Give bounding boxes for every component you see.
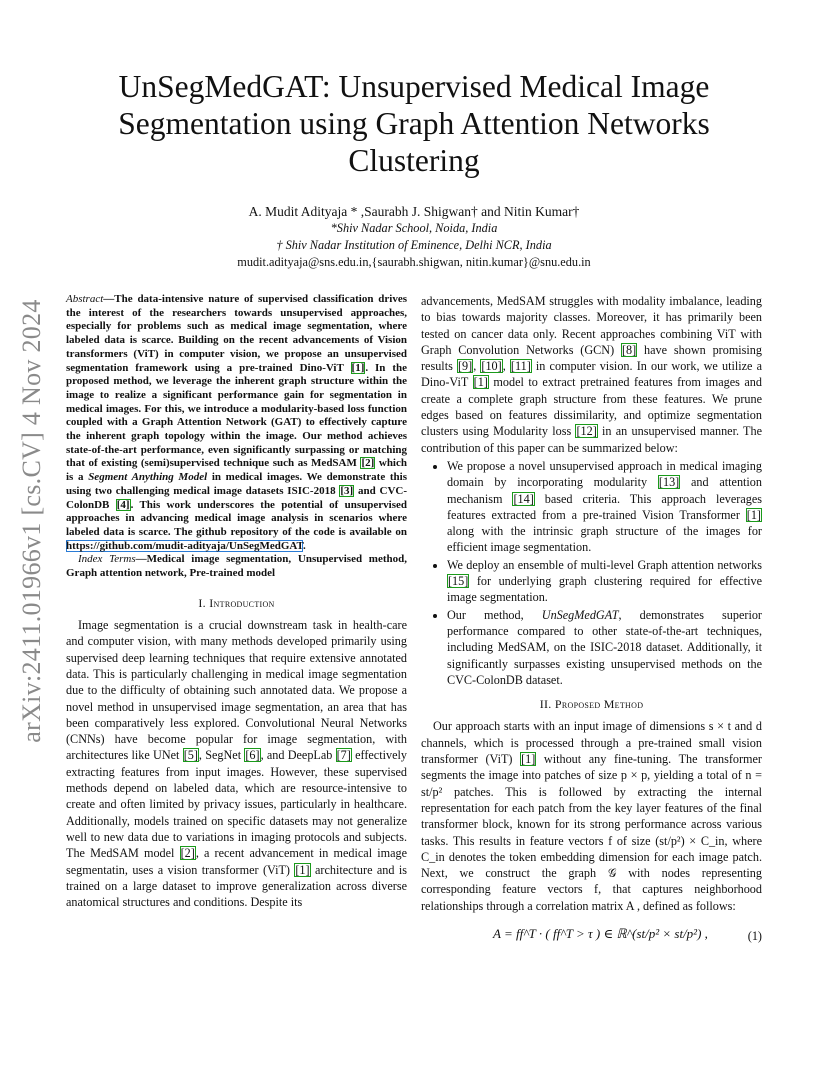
abstract-text: —The data-intensive nature of supervised classification drives the interest of the researchers towards unsupervised approaches, especially for problems such as medical image segmentation, where labeled data is scarce. Building on the recent advancements of Vision transformers (ViT) in computer vision, we propose an unsupervised segmentation framework using a pre-trained Dino-ViT — [66, 293, 407, 374]
body-text: Our method, — [447, 607, 542, 622]
citation-link[interactable]: [9] — [457, 359, 473, 374]
list-item — [447, 557, 762, 606]
list-item — [447, 458, 762, 556]
method-paragraph — [421, 718, 762, 914]
abstract-text: and CVC-ColonDB — [66, 484, 407, 511]
body-text: We deploy an ensemble of multi-level Graph attention networks — [447, 557, 762, 572]
citation-link[interactable]: [1] — [521, 752, 536, 767]
citation-link[interactable]: [11] — [510, 359, 531, 374]
author-block — [60, 203, 768, 271]
body-text: have shown promising results — [421, 342, 762, 374]
arxiv-stamp — [14, 286, 50, 756]
index-terms-lead: Index Terms — [78, 553, 136, 566]
citation-link[interactable]: [4] — [116, 498, 130, 511]
citation-link[interactable]: [10] — [481, 359, 502, 374]
list-item — [447, 607, 762, 688]
method-name: UnSegMedGAT — [541, 607, 619, 622]
github-link[interactable]: https://github.com/mudit-adityaja/UnSegMedGAT — [66, 539, 304, 552]
body-text: in computer vision. In our work, we utilize a Dino-ViT — [421, 359, 763, 390]
citation-link[interactable]: [15] — [448, 574, 469, 589]
abstract-text: in medical images. We demonstrate this using two challenging medical image datasets ISIC-2018 — [66, 471, 408, 497]
body-text: , a recent advancement in medical image segmentatin, uses a vision transformer (ViT) — [66, 846, 407, 877]
section-heading-introduction: I. Introduction — [198, 595, 275, 610]
body-text: advancements, MedSAM struggles with modality imbalance, leading to bias towards majority classes. Moreover, it has primarily been tested on cancer data only. Recent approaches combining ViT with Graph Convolution Networks (GCN) — [421, 294, 762, 357]
abstract-text: . This work underscores the potential of unsupervised approaches in advancing medical image analysis in scenarios where labeled data is scarce. The github repository of the code is available on — [66, 498, 407, 538]
body-text: in an unsupervised manner. The contribution of this paper can be summarized below: — [421, 424, 762, 455]
citation-link[interactable]: [5] — [183, 748, 198, 763]
citation-link[interactable]: [2] — [180, 846, 195, 861]
abstract-text: which is a — [66, 457, 407, 484]
citation-link[interactable]: [8] — [622, 342, 637, 357]
body-text: Our approach starts with an input image of dimensions s × t and d channels, which is processed through a pre-trained small vision transformer (ViT) — [421, 719, 762, 767]
contribution-list — [421, 458, 762, 688]
citation-link[interactable]: [6] — [245, 748, 260, 763]
citation-link[interactable]: [13] — [658, 475, 680, 490]
equation-body: A = ff^T · ( ff^T > τ ) ∈ ℝ^(st/p² × st/p²) , — [493, 925, 708, 941]
body-text: architecture and is trained on a large dataset to improve generalization across diverse anatomical structures and conditions. Despite its — [66, 862, 407, 910]
author-names: A. Mudit Adityaja * ,Saurabh J. Shigwan† and Nitin Kumar† — [248, 204, 580, 219]
body-text: , — [473, 359, 481, 374]
body-text: model to extract pretrained features from images and create a complete graph structure from these features. We prune edges based on features dissimilarity, and optimize segmentation clusters using Modularity loss — [421, 375, 762, 439]
equation-1 — [421, 918, 762, 954]
affiliation-2: † Shiv Nadar Institution of Eminence, Delhi NCR, India — [276, 238, 552, 252]
citation-link[interactable]: [7] — [336, 748, 351, 763]
citation-link[interactable]: [1] — [473, 375, 488, 390]
body-text: along with the intrinsic graph structure of the images for efficient image segmentation. — [447, 524, 762, 555]
abstract-lead: Abstract — [66, 293, 104, 305]
paper-title: UnSegMedGAT: Unsupervised Medical Image Segmentation using Graph Attention Networks Clustering — [118, 69, 710, 178]
citation-link[interactable]: [3] — [340, 484, 354, 497]
citation-link[interactable]: [1] — [746, 507, 761, 522]
citation-link[interactable]: [14] — [513, 491, 534, 506]
body-text: , SegNet — [198, 748, 245, 763]
affiliation-1: *Shiv Nadar School, Noida, India — [330, 221, 498, 235]
intro-paragraph-continued — [421, 293, 762, 456]
abstract-text: . — [303, 539, 306, 552]
right-column — [421, 293, 762, 954]
body-text: , and DeepLab — [260, 748, 336, 763]
index-terms — [66, 553, 407, 580]
citation-link[interactable]: [1] — [295, 862, 310, 877]
body-text: , demonstrates superior performance compared to other state-of-the-art techniques, including MedSAM, on the ISIC-2018 dataset. Additionally, it significantly surpasses existing unsupervised methods on the CVC-ColonDB dataset. — [447, 607, 762, 687]
citation-link[interactable]: [1] — [351, 361, 365, 374]
body-text: for underlying graph clustering required for effective image segmentation. — [447, 574, 762, 605]
body-text: , — [502, 359, 510, 374]
body-text: effectively extracting features from input images. However, these supervised methods depend on labeled data, which are resource-intensive to create and often limited by privacy issues, particularly in healthcare. Additionally, models trained on specific datasets may not generalize well to new data due to variations in imaging protocols and subjects. The MedSAM model — [66, 748, 407, 861]
intro-paragraph — [66, 617, 407, 910]
body-text: and attention mechanism — [447, 475, 762, 506]
abstract — [66, 293, 407, 553]
body-text: We propose a novel unsupervised approach in medical imaging domain by incorporating modularity — [447, 458, 762, 490]
section-heading-proposed-method: II. Proposed Method — [539, 697, 644, 712]
index-terms-text: —Medical image segmentation, Unsupervised method, Graph attention network, Pre-trained model — [66, 553, 407, 580]
body-text: Image segmentation is a crucial downstream task in health-care and computer vision, with many methods developed primarily using supervised deep learning techniques that require extensive annotated data. This is particularly challenging in medical image segmentation due to the difficulty of obtaining such annotated data. We propose a novel method in unsupervised image segmentation, an area that has been comparatively less explored. Convolutional Neural Networks (CNNs) have become popular for image segmentation, with architectures like UNet — [66, 618, 407, 763]
abstract-emphasis: Segment Anything Model — [88, 471, 208, 484]
citation-link[interactable]: [12] — [576, 424, 597, 439]
arxiv-stamp-text: arXiv:2411.01966v1 [cs.CV] 4 Nov 2024 — [17, 299, 46, 743]
left-column — [66, 293, 407, 910]
body-text: based criteria. This approach leverages features extracted from a pre-trained Vision Transformer — [447, 491, 762, 522]
author-emails: mudit.adityaja@sns.edu.in,{saurabh.shigwan, nitin.kumar}@snu.edu.in — [237, 255, 591, 269]
equation-number: (1) — [747, 928, 762, 943]
body-text: without any fine-tuning. The transformer segments the image into patches of size p × p, yielding a total of n = st/p² patches. This is followed by extracting the internal representation for each patch from the key layer features of the final transformer block, known for its strong performance across various tasks. This results in feature vectors f of size (st/p²) × C_in, where C_in denotes the token embedding dimension for each image patch. Next, we construct the graph 𝒢 with nodes representing corresponding feature vectors f, that captures neighborhood relationships through a correlation matrix A , defined as follows: — [421, 752, 762, 913]
citation-link[interactable]: [2] — [361, 457, 375, 470]
abstract-text: . In the proposed method, we leverage the inherent graph structure within the image to realize a significant performance gain for segmentation in medical images. For this, we introduce a modularity-based loss function coupled with a Graph Attention Network (GAT) to effectively capture the inherent graph topology within the image. Our method achieves state-of-the-art performance, even significantly surpassing or matching that of existing (semi)supervised technique such as MedSAM — [66, 361, 408, 470]
